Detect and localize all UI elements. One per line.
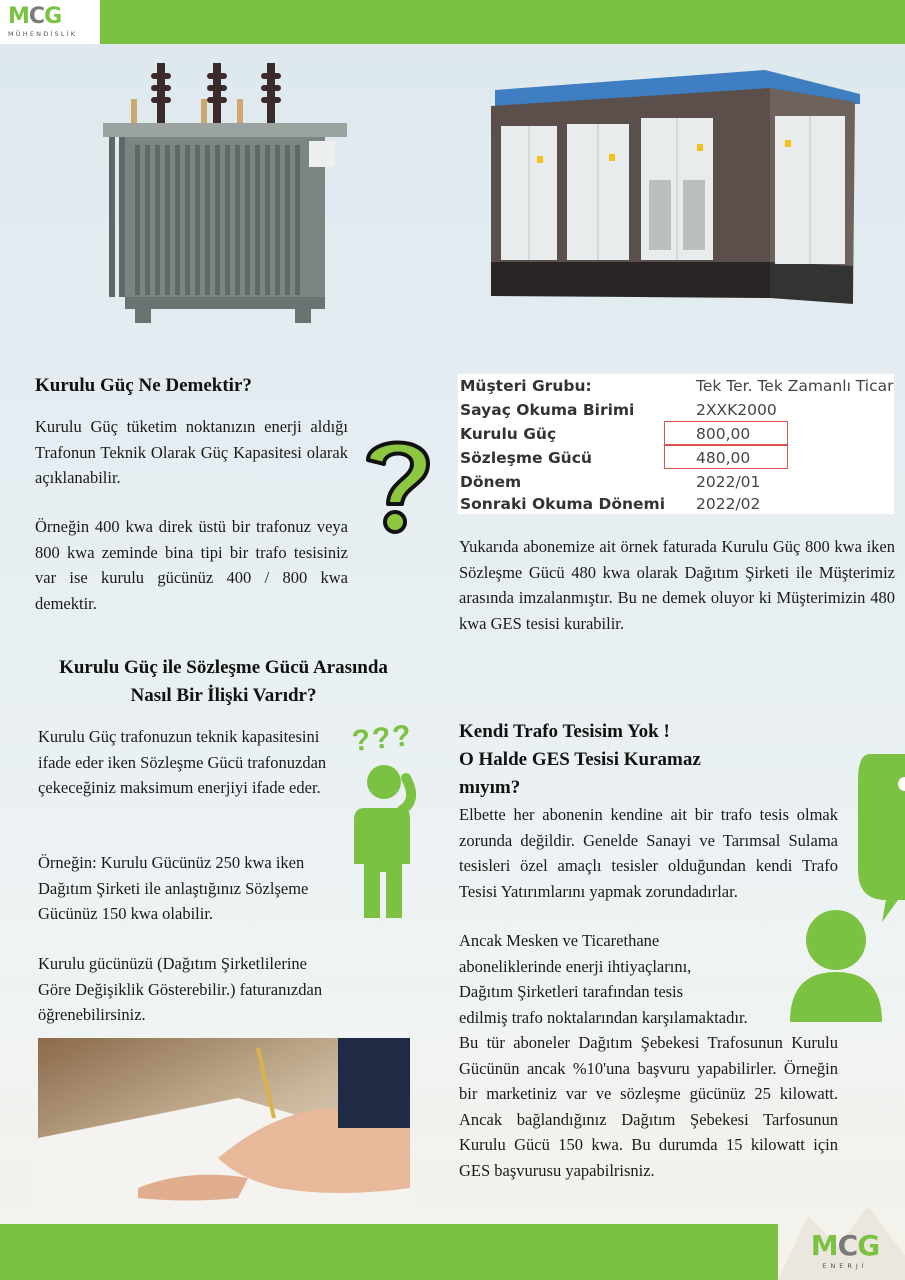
invoice-row: Kurulu Güç 800,00 (460, 425, 751, 443)
oil-transformer-image (95, 55, 355, 330)
heading-relation-line2: Nasıl Bir İlişki Varıdr? (130, 685, 317, 706)
invoice-explanation: Yukarıda abonemize ait örnek faturada Kurulu Güç 800 kwa iken Sözleşme Gücü 480 kwa olarak Dağıtım Şirketi ile Müşterimiz arasında imzalanmıştır. Bu ne demek oluyor ki Müşterimizin 480 kwa GES tesisi kurabilir. (459, 537, 895, 633)
question-mark-icon (358, 430, 438, 536)
heading-no-transformer-line2: O Halde GES Tesisi Kuramaz (459, 749, 701, 770)
relation-invoice-note: Kurulu gücünüzü (Dağıtım Şirketlilerine Göre Değişiklik Gösterebilir.) faturanızdan öğrenebilirsiniz. (38, 954, 323, 1024)
heading-no-transformer-line3: mıyım? (459, 777, 521, 798)
mcg-muhendislik-logo: MCG MÜHENDİSLİK (8, 6, 98, 42)
heading-no-transformer-line1: Kendi Trafo Tesisim Yok ! (459, 721, 670, 742)
kurulu-guc-definition: Kurulu Güç tüketim noktanızın enerji aldığı Trafonun Teknik Olarak Güç Kapasitesi olarak açıklanabilir. (35, 417, 348, 487)
bottom-bar (0, 1224, 778, 1280)
invoice-row: Sözleşme Gücü 480,00 (460, 449, 751, 467)
logo-subtitle: MÜHENDİSLİK (8, 30, 78, 38)
no-transformer-para3: Bu tür aboneler Dağıtım Şebekesi Trafosunun Kurulu Gücünün ancak %10'una başvuru yapabilirler. Örneğin bir marketiniz var ve sözleşme gücünüz 25 kilowatt. Ancak bağlandığınız Dağıtım Şebekesi Tarfosunun Kurulu Gücü 150 kwa. Bu durumda 15 kilowatt için GES başvurusu yapabilrisniz. (459, 1033, 838, 1180)
top-bar (0, 0, 905, 44)
no-transformer-para1: Elbette her abonenin kendine ait bir trafo tesis olmak zorunda değildir. Genelde Sanayi ve Tarımsal Sulama tesisleri özel amaçlı tesisler olduğundan kendi Trafo Tesisi Yatırımlarını yapmak zorundadırlar. (459, 805, 838, 901)
no-transformer-para2: Ancak Mesken ve Ticarethane aboneliklerinde enerji ihtiyaçlarını, Dağıtım Şirketleri tarafından tesis edilmiş trafo noktalarından karşılamaktadır. (459, 931, 748, 1027)
sozlesme-gucu-highlight (664, 445, 788, 469)
kiosk-substation-image (485, 66, 860, 326)
heading-kurulu-guc: Kurulu Güç Ne Demektir? (35, 375, 252, 396)
relation-definition: Kurulu Güç trafonuzun teknik kapasitesini ifade eder iken Sözleşme Gücü trafonuzdan çekeceğiniz maksimum enerjiyi ifade eder. (38, 727, 327, 797)
relation-example: Örneğin: Kurulu Gücünüz 250 kwa iken Dağıtım Şirketi ile anlaştığınız Sözlşeme Gücünüz 150 kwa olabilir. (38, 853, 309, 923)
question-marks-text: ??? (350, 718, 415, 759)
signing-document-photo (38, 1038, 410, 1210)
kurulu-guc-highlight (664, 421, 788, 445)
heading-no-transformer (459, 718, 779, 802)
invoice-row: Müşteri Grubu: Tek Ter. Tek Zamanlı Ticar (460, 377, 894, 395)
mcg-enerji-logo: MCG ENERJİ (790, 1232, 900, 1272)
thinking-person-icon (342, 760, 422, 918)
heading-relation (35, 654, 412, 710)
sample-invoice-table (458, 374, 894, 514)
heading-relation-line1: Kurulu Güç ile Sözleşme Gücü Arasında (59, 657, 388, 678)
kurulu-guc-example: Örneğin 400 kwa direk üstü bir trafonuz veya 800 kwa zeminde bina tipi bir trafo tesisiniz var ise kurulu gücünüz 400 / 800 kwa demektir. (35, 517, 348, 613)
invoice-row: Sayaç Okuma Birimi 2XXK2000 (460, 401, 777, 419)
logo-subtitle: ENERJİ (822, 1262, 868, 1270)
person-chat-icon (788, 750, 905, 1022)
invoice-row: Dönem 2022/01 (460, 473, 761, 491)
invoice-row: Sonraki Okuma Dönemi 2022/02 (460, 495, 761, 513)
